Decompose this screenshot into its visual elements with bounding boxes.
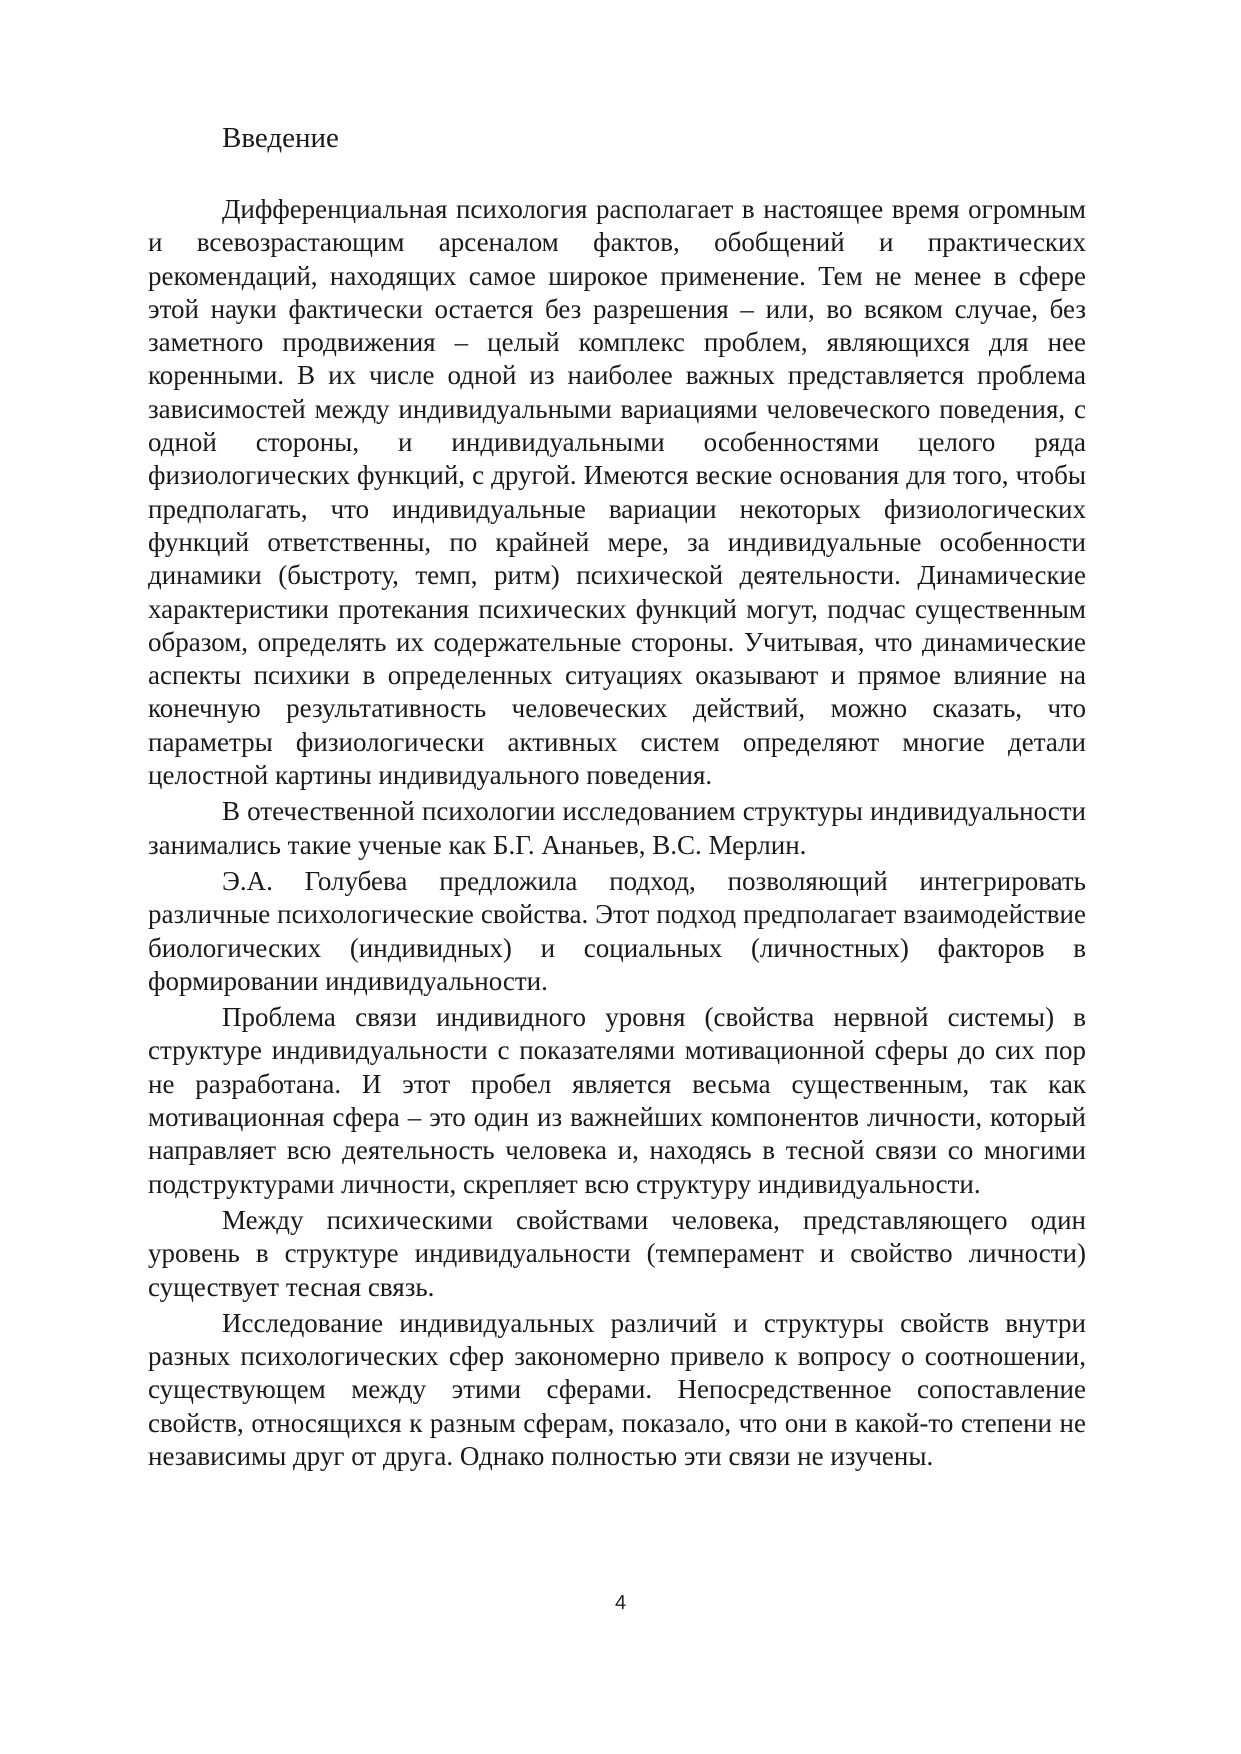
body-text <box>148 193 1086 1473</box>
paragraph-5: Между психическими свойствами человека, представляющего один уровень в структуре индивидуальности (темперамент и свойство личности) существует тесная связь. <box>148 1204 1086 1302</box>
paragraph-4: Проблема связи индивидного уровня (свойства нервной системы) в структуре индивидуальности с показателями мотивационной сферы до сих пор не разработана. И этот пробел является весьма существенным, так как мотивационная сфера – это один из важнейших компонентов личности, который направляет всю деятельность человека и, находясь в тесной связи со многими подструктурами личности, скрепляет всю структуру индивидуальности. <box>148 1002 1086 1199</box>
section-heading: Введение <box>222 122 339 154</box>
paragraph-1: Дифференциальная психология располагает в настоящее время огромным и всевозрастающим арсеналом фактов, обобщений и практических рекомендаций, находящих самое широкое применение. Тем не менее в сфере этой науки фактически остается без разрешения – или, во всяком случае, без заметного продвижения – целый комплекс проблем, являющихся для нее коренными. В их числе одной из наиболее важных представляется проблема зависимостей между индивидуальными вариациями человеческого поведения, с одной стороны, и индивидуальными особенностями целого ряда физиологических функций, с другой. Имеются веские основания для того, чтобы предполагать, что индивидуальные вариации некоторых физиологических функций ответственны, по крайней мере, за индивидуальные особенности динамики (быстроту, темп, ритм) психической деятельности. Динамические характеристики протекания психических функций могут, подчас существенным образом, определять их содержательные стороны. Учитывая, что динамические аспекты психики в определенных ситуациях оказывают и прямое влияние на конечную результативность человеческих действий, можно сказать, что параметры физиологически активных систем определяют многие детали целостной картины индивидуального поведения. <box>148 194 1086 791</box>
paragraph-6: Исследование индивидуальных различий и структуры свойств внутри разных психологических сфер закономерно привело к вопросу о соотношении, существующем между этими сферами. Непосредственное сопоставление свойств, относящихся к разным сферам, показало, что они в какой-то степени не независимы друг от друга. Однако полностью эти связи не изучены. <box>148 1307 1086 1471</box>
paragraph-2: В отечественной психологии исследованием структуры индивидуальности занимались такие ученые как Б.Г. Ананьев, В.С. Мерлин. <box>148 796 1086 860</box>
page-number: 4 <box>614 1592 627 1614</box>
paragraph-3: Э.А. Голубева предложила подход, позволяющий интегрировать различные психологические свойства. Этот подход предполагает взаимодействие биологических (индивидных) и социальных (личностных) факторов в формировании индивидуальности. <box>148 865 1086 996</box>
